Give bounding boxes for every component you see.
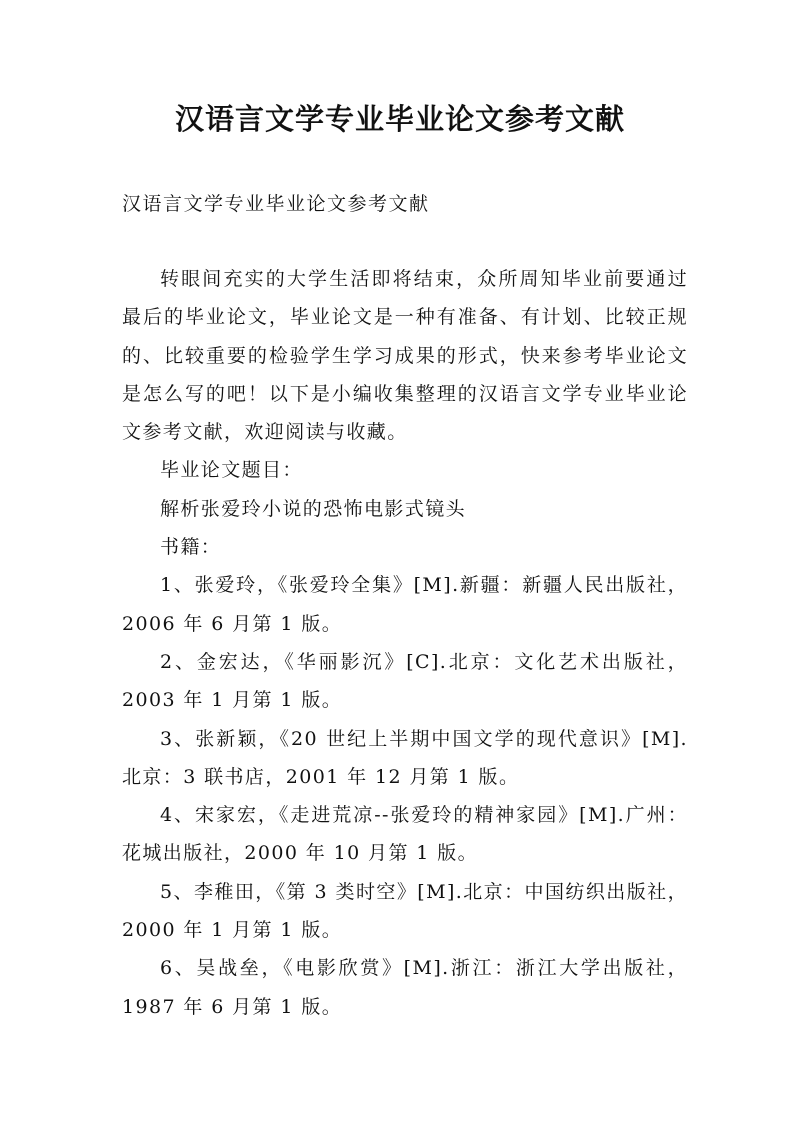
reference-item: 3、张新颖，《20 世纪上半期中国文学的现代意识》[M].北京：3 联书店，2001 年 12 月第 1 版。 (122, 727, 688, 788)
books-label: 书籍： (160, 536, 222, 559)
topic-label: 毕业论文题目： (160, 459, 303, 482)
document-body (122, 260, 688, 1026)
document-subtitle: 汉语言文学专业毕业论文参考文献 (122, 193, 430, 215)
reference-item: 1、张爱玲，《张爱玲全集》[M].新疆：新疆人民出版社，2006 年 6 月第 1 版。 (122, 574, 688, 635)
document-title: 汉语言文学专业毕业论文参考文献 (174, 102, 625, 136)
reference-item: 2、金宏达，《华丽影沉》[C].北京：文化艺术出版社，2003 年 1 月第 1 版。 (122, 650, 688, 712)
reference-item: 6、吴战垒，《电影欣赏》[M].浙江：浙江大学出版社，1987 年 6 月第 1 版。 (122, 957, 688, 1018)
reference-item: 4、宋家宏，《走进荒凉--张爱玲的精神家园》[M].广州：花城出版社，2000 年 10 月第 1 版。 (122, 804, 688, 865)
reference-item: 5、李稚田，《第 3 类时空》[M].北京：中国纺织出版社，2000 年 1 月第 1 版。 (122, 880, 688, 942)
intro-paragraph: 转眼间充实的大学生活即将结束，众所周知毕业前要通过最后的毕业论文，毕业论文是一种有准备、有计划、比较正规的、比较重要的检验学生学习成果的形式，快来参考毕业论文是怎么写的吧！以下是小编收集整理的汉语言文学专业毕业论文参考文献，欢迎阅读与收藏。 (122, 268, 688, 444)
thesis-topic: 解析张爱玲小说的恐怖电影式镜头 (160, 497, 467, 520)
